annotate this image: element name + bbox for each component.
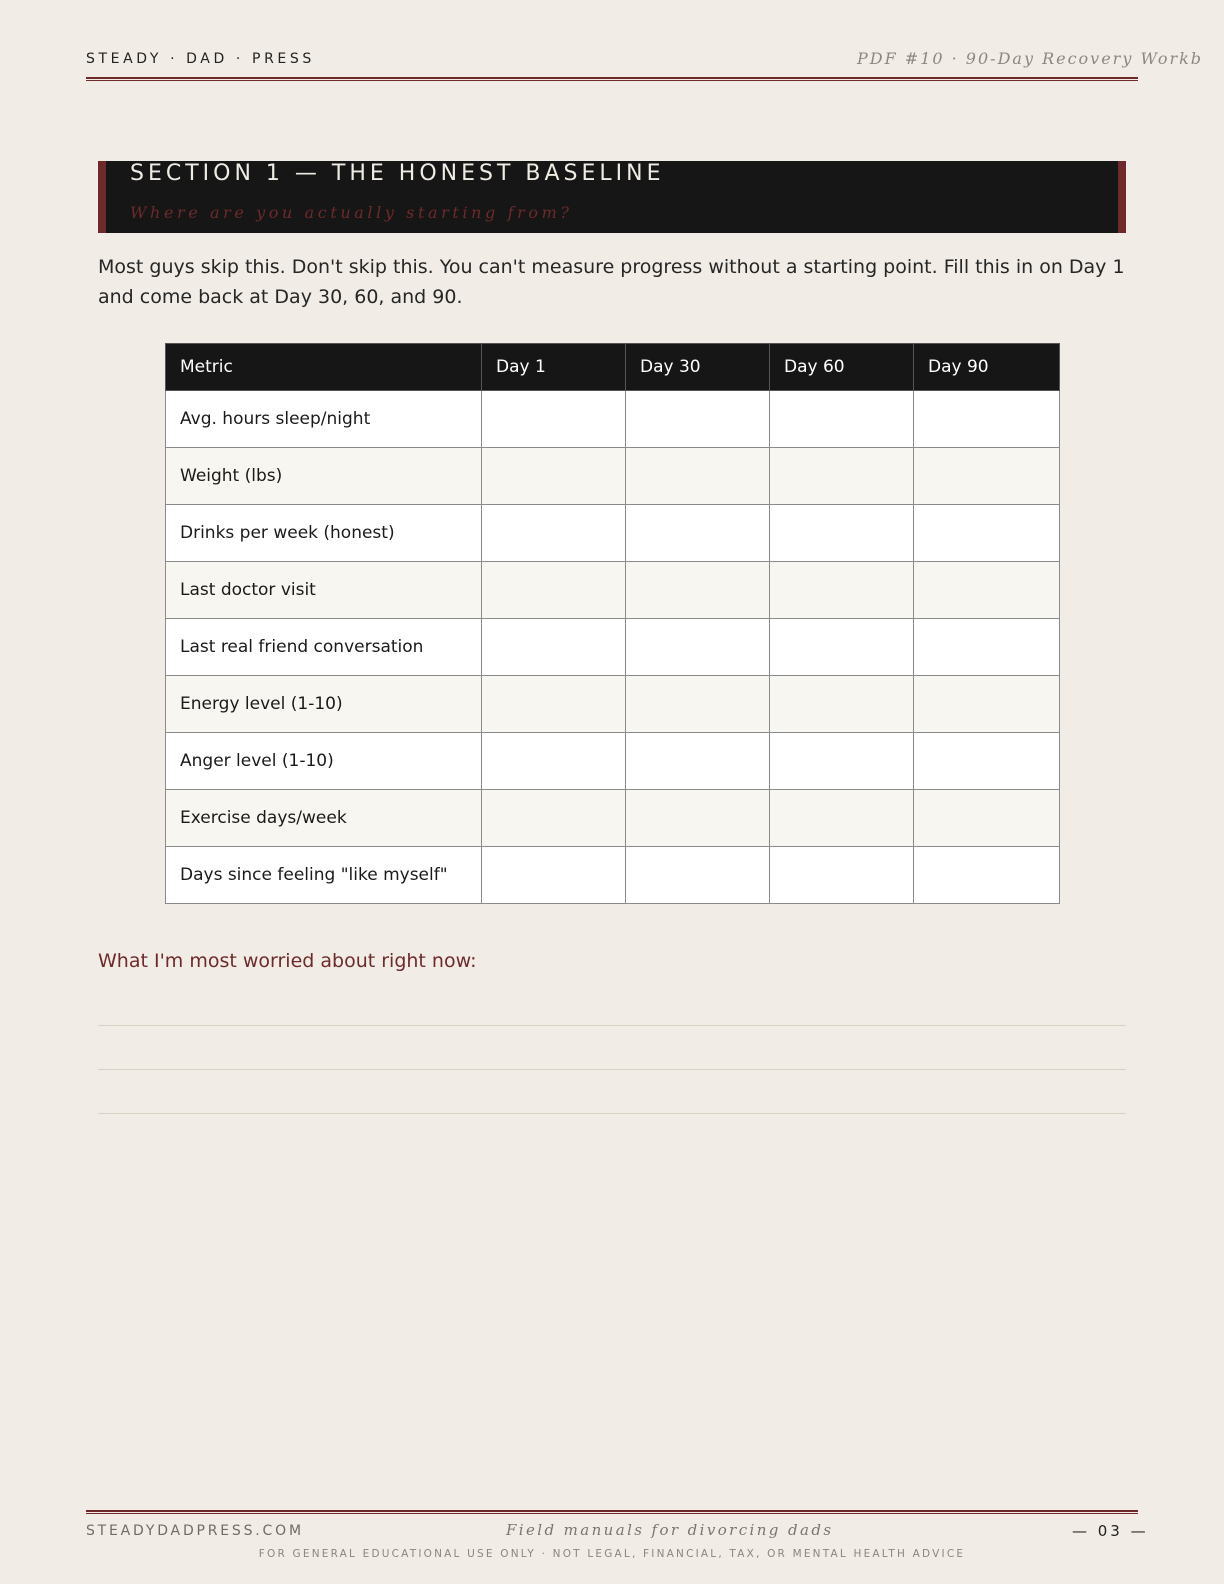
entry-cell-day-60[interactable] xyxy=(770,562,914,619)
entry-cell-day-60[interactable] xyxy=(770,676,914,733)
writing-line[interactable] xyxy=(98,1113,1126,1114)
table-row xyxy=(166,562,1060,619)
footer-site: STEADYDADPRESS.COM xyxy=(86,1523,304,1539)
metric-label: Weight (lbs) xyxy=(166,448,482,505)
entry-cell-day-60[interactable] xyxy=(770,391,914,448)
entry-cell-day-1[interactable] xyxy=(482,790,626,847)
table-row xyxy=(166,448,1060,505)
metric-label: Avg. hours sleep/night xyxy=(166,391,482,448)
entry-cell-day-30[interactable] xyxy=(626,619,770,676)
entry-cell-day-60[interactable] xyxy=(770,733,914,790)
table-header-row xyxy=(166,344,1060,391)
writing-line[interactable] xyxy=(98,1025,1126,1026)
footer-rule xyxy=(86,1510,1138,1514)
metric-label: Last real friend conversation xyxy=(166,619,482,676)
brand-header: STEADY · DAD · PRESS xyxy=(86,51,315,67)
column-header-metric: Metric xyxy=(166,344,482,391)
entry-cell-day-30[interactable] xyxy=(626,448,770,505)
entry-cell-day-90[interactable] xyxy=(914,733,1060,790)
entry-cell-day-1[interactable] xyxy=(482,562,626,619)
entry-cell-day-90[interactable] xyxy=(914,448,1060,505)
entry-cell-day-1[interactable] xyxy=(482,448,626,505)
metric-label: Days since feeling "like myself" xyxy=(166,847,482,904)
intro-paragraph: Most guys skip this. Don't skip this. You can't measure progress without a starting point. Fill this in on Day 1 and come back at Day 30, 60, and 90. xyxy=(98,256,1125,308)
entry-cell-day-30[interactable] xyxy=(626,733,770,790)
entry-cell-day-30[interactable] xyxy=(626,676,770,733)
metric-label: Anger level (1-10) xyxy=(166,733,482,790)
entry-cell-day-30[interactable] xyxy=(626,562,770,619)
writing-line[interactable] xyxy=(98,1069,1126,1070)
entry-cell-day-1[interactable] xyxy=(482,847,626,904)
entry-cell-day-30[interactable] xyxy=(626,847,770,904)
page-number: — 03 — xyxy=(1072,1522,1149,1540)
entry-cell-day-90[interactable] xyxy=(914,562,1060,619)
column-header-day-90: Day 90 xyxy=(914,344,1060,391)
header-rule xyxy=(86,77,1138,81)
entry-cell-day-1[interactable] xyxy=(482,391,626,448)
section-title: SECTION 1 — THE HONEST BASELINE xyxy=(130,161,665,186)
table-row xyxy=(166,391,1060,448)
entry-cell-day-60[interactable] xyxy=(770,619,914,676)
table-row xyxy=(166,676,1060,733)
table-row xyxy=(166,619,1060,676)
section-banner xyxy=(98,161,1126,233)
entry-cell-day-30[interactable] xyxy=(626,505,770,562)
table-row xyxy=(166,790,1060,847)
table-row xyxy=(166,847,1060,904)
metric-label: Energy level (1-10) xyxy=(166,676,482,733)
entry-cell-day-60[interactable] xyxy=(770,448,914,505)
metric-label: Drinks per week (honest) xyxy=(166,505,482,562)
table-row xyxy=(166,733,1060,790)
table-row xyxy=(166,505,1060,562)
entry-cell-day-90[interactable] xyxy=(914,505,1060,562)
entry-cell-day-1[interactable] xyxy=(482,619,626,676)
worry-prompt: What I'm most worried about right now: xyxy=(98,950,477,972)
entry-cell-day-60[interactable] xyxy=(770,847,914,904)
entry-cell-day-90[interactable] xyxy=(914,391,1060,448)
entry-cell-day-1[interactable] xyxy=(482,676,626,733)
document-title: PDF #10 · 90-Day Recovery Workb xyxy=(857,49,1204,68)
entry-cell-day-90[interactable] xyxy=(914,619,1060,676)
entry-cell-day-30[interactable] xyxy=(626,391,770,448)
entry-cell-day-60[interactable] xyxy=(770,790,914,847)
entry-cell-day-90[interactable] xyxy=(914,847,1060,904)
column-header-day-30: Day 30 xyxy=(626,344,770,391)
metric-label: Exercise days/week xyxy=(166,790,482,847)
metric-label: Last doctor visit xyxy=(166,562,482,619)
footer-disclaimer: FOR GENERAL EDUCATIONAL USE ONLY · NOT LEGAL, FINANCIAL, TAX, OR MENTAL HEALTH ADVICE xyxy=(258,1548,966,1560)
section-subtitle: Where are you actually starting from? xyxy=(130,203,573,222)
footer-tagline: Field manuals for divorcing dads xyxy=(506,1521,834,1539)
entry-cell-day-90[interactable] xyxy=(914,790,1060,847)
column-header-day-1: Day 1 xyxy=(482,344,626,391)
baseline-table xyxy=(165,343,1060,904)
entry-cell-day-30[interactable] xyxy=(626,790,770,847)
entry-cell-day-1[interactable] xyxy=(482,733,626,790)
column-header-day-60: Day 60 xyxy=(770,344,914,391)
entry-cell-day-1[interactable] xyxy=(482,505,626,562)
entry-cell-day-60[interactable] xyxy=(770,505,914,562)
entry-cell-day-90[interactable] xyxy=(914,676,1060,733)
